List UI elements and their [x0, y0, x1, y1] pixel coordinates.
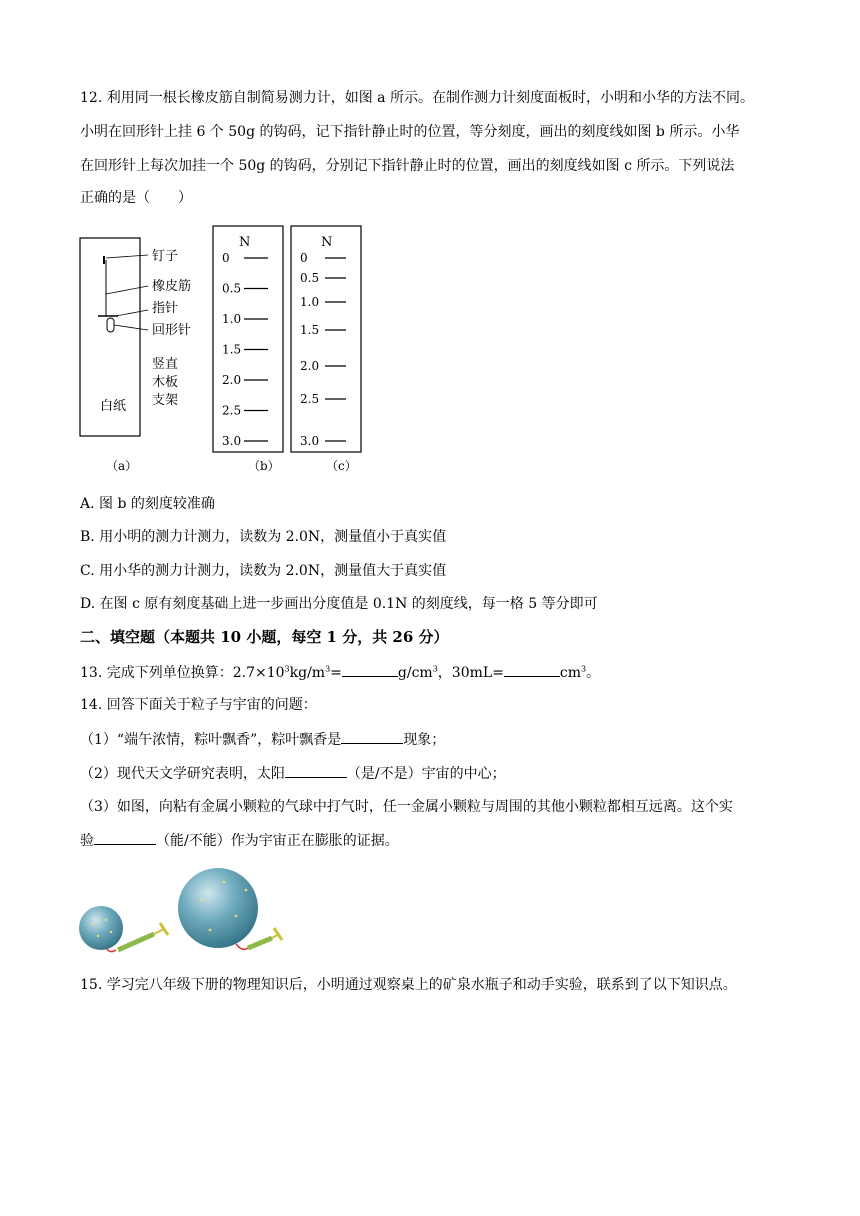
q14-stem: 14. 回答下面关于粒子与宇宙的问题： [80, 697, 317, 713]
q13-end: 。 [586, 665, 601, 681]
q14-part-1-b: 现象； [403, 732, 446, 748]
small-balloon [79, 906, 123, 952]
q12-figure [76, 222, 376, 484]
q13-unit-3: cm [559, 665, 582, 681]
q13-blank-1[interactable] [342, 662, 398, 677]
tick-label-b-0: 0 [222, 251, 230, 265]
q13-exp-4: 3 [581, 664, 587, 674]
label-nail: 钉子 [152, 249, 179, 264]
tick-label-b-2: 1.0 [222, 312, 242, 326]
leader-clip [114, 325, 148, 330]
q14-part-3-a: 验 [80, 833, 94, 849]
q14-blank-3[interactable] [94, 830, 156, 845]
label-clip: 回形针 [152, 323, 192, 338]
tick-label-b-4: 2.0 [222, 373, 242, 387]
balloon-figure [76, 860, 286, 960]
caption-a: （a） [106, 459, 138, 473]
small-pump [118, 923, 168, 950]
large-balloon [178, 868, 258, 949]
q12-line-4: 正确的是（ ） [80, 190, 192, 206]
tick-label-c-6: 3.0 [300, 434, 320, 448]
tick-label-c-4: 2.0 [300, 359, 320, 373]
q12-line-2: 小明在回形针上挂 6 个 50g 的钩码，记下指针静止时的位置，等分刻度，画出的刻度线如图 b 所示。小华 [80, 124, 740, 140]
caption-b: （b） [248, 459, 280, 473]
q14-part-2-a: （2）现代天文学研究表明，太阳 [80, 766, 285, 782]
q12-line-1: 12. 利用同一根长橡皮筋自制简易测力计，如图 a 所示。在制作测力计刻度面板时，小明和小华的方法不同。 [80, 90, 754, 106]
leader-pointer [116, 310, 148, 316]
q13-blank-2[interactable] [504, 662, 560, 677]
q13-exp-3: 3 [432, 664, 438, 674]
label-stand-2: 木板 [152, 375, 179, 390]
figure-c [291, 226, 361, 473]
ticks-b [222, 251, 268, 448]
ticks-c [300, 251, 346, 448]
q14-blank-2[interactable] [285, 763, 347, 778]
label-stand-1: 竖直 [152, 357, 179, 372]
q12-option-d: D. 在图 c 原有刻度基础上进一步画出分度值是 0.1N 的刻度线，每一格 5 等分即可 [80, 596, 598, 612]
figure-a [80, 238, 191, 473]
q13-eq: = [330, 665, 342, 681]
q13-mid: ，30mL= [437, 665, 504, 681]
tick-label-c-2: 1.0 [300, 295, 320, 309]
q12-line-3: 在回形针上每次加挂一个 50g 的钩码，分别记下指针静止时的位置，画出的刻度线如图 c 所示。下列说法 [80, 158, 735, 174]
q13-exp-2: 3 [325, 664, 331, 674]
label-rubber: 橡皮筋 [152, 279, 192, 294]
tick-label-b-5: 2.5 [222, 403, 242, 418]
q14-part-1-a: （1）“端午浓情，粽叶飘香”，粽叶飘香是 [80, 732, 342, 748]
tick-label-c-1: 0.5 [300, 271, 320, 285]
q14-part-3-b: （能/不能）作为宇宙正在膨胀的证据。 [156, 833, 399, 849]
tick-label-c-3: 1.5 [300, 323, 320, 337]
paperclip [107, 318, 114, 332]
large-pump [248, 928, 282, 948]
leader-rubber [106, 286, 148, 294]
q14-part-2-b: （是/不是）宇宙的中心； [346, 766, 506, 782]
label-pointer: 指针 [152, 301, 179, 316]
figure-b [213, 226, 283, 473]
q15-text: 15. 学习完八年级下册的物理知识后，小明通过观察桌上的矿泉水瓶子和动手实验，联系到了以下知识点。 [80, 977, 737, 993]
q14-part-3-line-1: （3）如图，向粘有金属小颗粒的气球中打气时，任一金属小颗粒与周围的其他小颗粒都相互远离。这个实 [80, 799, 733, 815]
tick-label-b-6: 3.0 [222, 434, 242, 448]
unit-b: N [239, 235, 251, 250]
label-stand-3: 支架 [152, 393, 179, 408]
label-paper: 白纸 [100, 399, 127, 414]
q13-exp-1: 3 [284, 664, 290, 674]
unit-c: N [321, 235, 333, 250]
q14-blank-1[interactable] [341, 729, 403, 744]
section-2-heading: 二、填空题（本题共 10 小题，每空 1 分，共 26 分） [80, 628, 449, 646]
tick-label-c-5: 2.5 [300, 392, 320, 406]
tick-label-b-3: 1.5 [222, 342, 242, 357]
q13-line [80, 662, 785, 683]
q14-part-2 [80, 763, 785, 784]
q12-option-c: C. 用小华的测力计测力，读数为 2.0N，测量值大于真实值 [80, 563, 447, 579]
leader-nail [106, 255, 148, 258]
q13-unit-1: kg/m [289, 665, 326, 681]
caption-c: （c） [326, 459, 357, 473]
q14-part-1 [80, 729, 785, 750]
tick-label-b-1: 0.5 [222, 281, 242, 296]
q12-option-a: A. 图 b 的刻度较准确 [80, 496, 215, 512]
q14-part-3-line-2 [80, 830, 785, 851]
q12-option-b: B. 用小明的测力计测力，读数为 2.0N，测量值小于真实值 [80, 529, 447, 545]
tick-label-c-0: 0 [300, 251, 308, 265]
q13-unit-2: g/cm [397, 665, 433, 681]
q13-prefix: 13. 完成下列单位换算：2.7×10 [80, 665, 285, 681]
